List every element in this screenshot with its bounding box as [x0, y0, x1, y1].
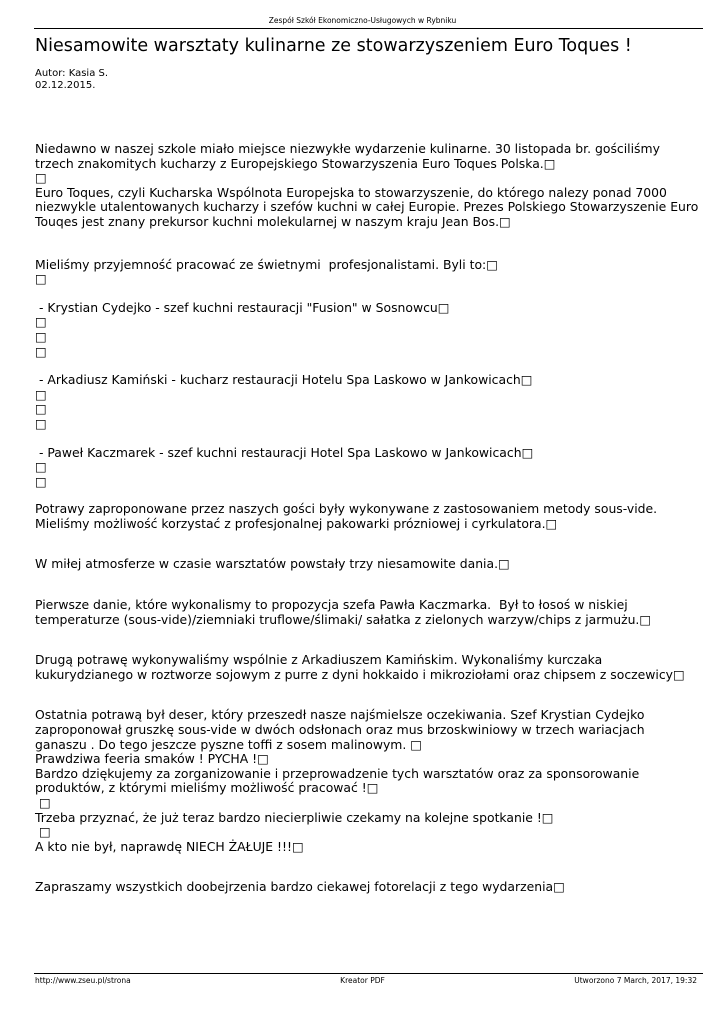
paragraph-dishes: W miłej atmosferze w czasie warsztatów powstały trzy niesamowite dania.□: [35, 556, 510, 572]
article-date: 02.12.2015.: [35, 80, 96, 91]
footer-generator: Kreator PDF: [340, 976, 385, 985]
article-title: Niesamowite warsztaty kulinarne ze stowarzyszeniem Euro Toques !: [35, 36, 632, 56]
guest-item: - Krystian Cydejko - szef kuchni restauracji "Fusion" w Sosnowcu□ □ □ □: [35, 299, 450, 359]
paragraph-first-dish: Pierwsze danie, które wykonalismy to propozycja szefa Pawła Kaczmarka. Był to łosoś w niskiej temperaturze (sous-vide)/ziemniaki truflowe/ślimaki/ sałatka z zielonych warzyw/chips z jarmużu.□: [35, 597, 652, 627]
paragraph-intro: Niedawno w naszej szkole miało miejsce niezwykłe wydarzenie kulinarne. 30 listopada br. gościliśmy trzech znakomitych kucharzy z Europejskiego Stowarzyszenia Euro Toques Polska.□ □ Euro Toques, czyli Kucharska Wspólnota Europejska to stowarzyszenie, do którego nalezy ponad 7000 niezwykle utalentowanych kucharzy i szefów kuchni w całej Europie. Prezes Polskiego Stowarzyszenie Euro Touqes jest znany prekursor kuchni molekularnej w naszym kraju Jean Bos.□: [35, 141, 699, 229]
footer-created: Utworzono 7 March, 2017, 19:32: [574, 976, 697, 985]
page-header: Zespół Szkół Ekonomiczno-Usługowych w Rybniku: [268, 16, 457, 25]
article-body: [35, 142, 700, 895]
header-rule: [34, 28, 703, 29]
footer-url: http://www.zseu.pl/strona: [35, 976, 131, 985]
guest-item: - Arkadiusz Kamiński - kucharz restauracji Hotelu Spa Laskowo w Jankowicach□ □ □ □: [35, 372, 533, 431]
guest-item: - Paweł Kaczmarek - szef kuchni restauracji Hotel Spa Laskowo w Jankowicach□ □ □: [35, 444, 534, 489]
article-meta: [35, 68, 108, 92]
paragraph-guests-intro: Mieliśmy przyjemność pracować ze świetnymi profesjonalistami. Byli to:□ □: [35, 256, 498, 287]
author-line: Autor: Kasia S.: [35, 68, 109, 79]
paragraph-second-dish: Drugą potrawę wykonywaliśmy wspólnie z Arkadiuszem Kamińskim. Wykonaliśmy kurczaka kukurydzianego w roztworze sojowym z purre z dyni hokkaido i mikroziołami oraz chipsem z soczewicy□: [35, 652, 685, 682]
paragraph-method: Potrawy zaproponowane przez naszych gości były wykonywane z zastosowaniem metody sous-vide. Mieliśmy możliwość korzystać z profesjonalnej pakowarki prózniowej i cyrkulatora.□: [35, 501, 662, 531]
footer-rule: [34, 973, 703, 974]
paragraph-invite: Zapraszamy wszystkich doobejrzenia bardzo ciekawej fotorelacji z tego wydarzenia□: [35, 879, 565, 895]
paragraph-dessert: Ostatnia potrawą był deser, który przeszedł nasze najśmielsze oczekiwania. Szef Krystian Cydejko zaproponował gruszkę sous-vide w dwóch odsłonach oraz mus brzoskwiniowy w trzech wariacjach ganaszu . Do tego jeszcze pyszne toffi z sosem malinowym. □ Prawdziwa feeria smaków ! PYCHA !□ Bardzo dziękujemy za zorganizowanie i przeprowadzenie tych warsztatów oraz za sponsorowanie produktów, z którymi mieliśmy możliwość pracować !□ □ Trzeba przyznać, że już teraz bardzo niecierpliwie czekamy na kolejne spotkanie !□ □ A kto nie był, naprawdę NIECH ŻAŁUJE !!!□: [35, 707, 645, 854]
